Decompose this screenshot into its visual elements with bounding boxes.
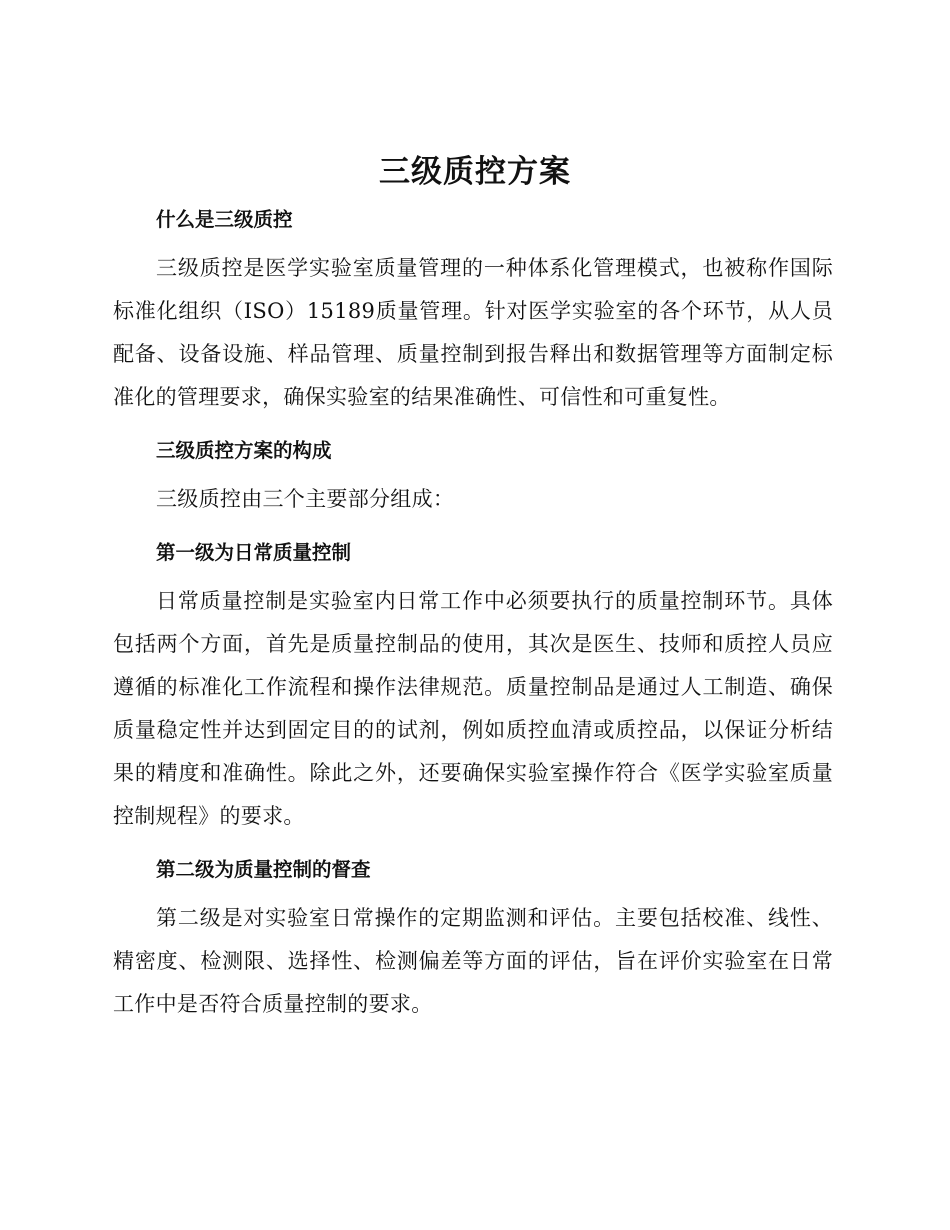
section-heading: 第二级为质量控制的督查 bbox=[156, 858, 371, 881]
section-level-two bbox=[113, 854, 833, 1026]
document-title: 三级质控方案 bbox=[379, 154, 571, 190]
section-paragraph: 第二级是对实验室日常操作的定期监测和评估。主要包括校准、线性、精密度、检测限、选择性、检测偏差等方面的评估，旨在评价实验室在日常工作中是否符合质量控制的要求。 bbox=[113, 906, 833, 1016]
document-body bbox=[113, 204, 833, 1026]
section-paragraph: 三级质控是医学实验室质量管理的一种体系化管理模式，也被称作国际标准化组织（ISO）15189质量管理。针对医学实验室的各个环节，从人员配备、设备设施、样品管理、质量控制到报告释出和数据管理等方面制定标准化的管理要求，确保实验室的结果准确性、可信性和可重复性。 bbox=[113, 256, 833, 409]
section-what-is bbox=[113, 204, 833, 419]
section-level-one bbox=[113, 537, 833, 838]
section-heading: 第一级为日常质量控制 bbox=[156, 541, 352, 564]
section-paragraph: 三级质控由三个主要部分组成： bbox=[156, 487, 455, 511]
section-heading: 三级质控方案的构成 bbox=[156, 439, 332, 462]
section-paragraph: 日常质量控制是实验室内日常工作中必须要执行的质量控制环节。具体包括两个方面，首先是质量控制品的使用，其次是医生、技师和质控人员应遵循的标准化工作流程和操作法律规范。质量控制品是通过人工制造、确保质量稳定性并达到固定目的的试剂，例如质控血清或质控品，以保证分析结果的精度和准确性。除此之外，还要确保实验室操作符合《医学实验室质量控制规程》的要求。 bbox=[113, 589, 833, 828]
section-heading: 什么是三级质控 bbox=[156, 208, 293, 231]
section-composition bbox=[113, 435, 833, 521]
